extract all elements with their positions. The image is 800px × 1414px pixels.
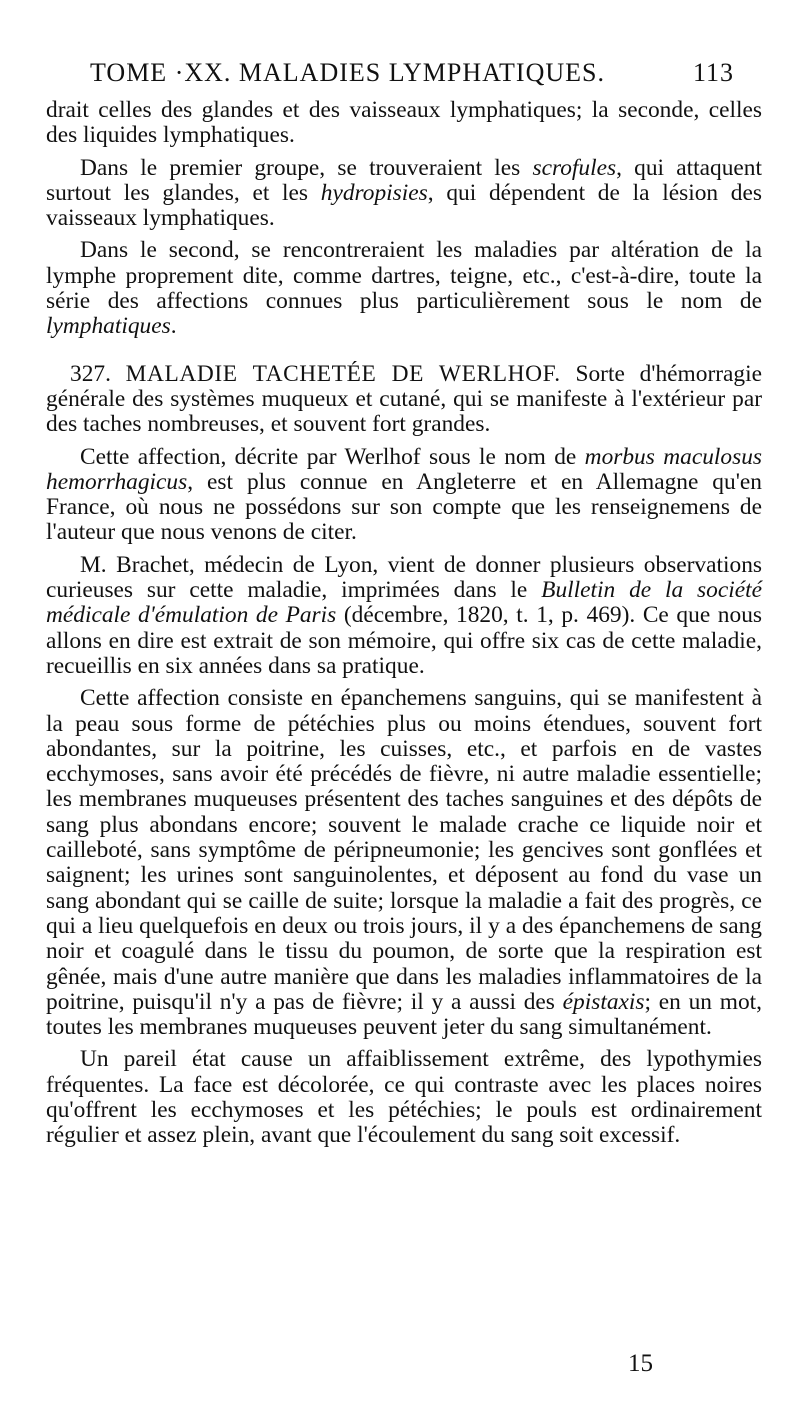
paragraph [46,553,762,679]
paragraph [46,156,762,232]
italic-citation: Bulletin de la société médicale d'émulation de Paris [46,577,762,629]
italic-term: lymphatiques [46,313,171,340]
paragraph: Un pareil état cause un affaiblissement extrême, des lypothymies fréquentes. La face est décolorée, ce qui contraste avec les places noires qu'offrent les ecchymoses et les pétéchies; le pouls est ordinairement régulier et assez plein, avant que l'écoulement du sang soit excessif. [46,1046,762,1149]
text-run: , qui dépendent de la lésion des vaisseaux lymphatiques. [46,179,762,232]
running-title: TOME ·XX. MALADIES LYMPHATIQUES. [90,58,605,87]
italic-term: hydropisies [320,179,428,206]
italic-term: scrofules [532,154,617,181]
section-number: 327. [70,360,111,387]
paragraph [46,445,762,546]
paragraph [46,686,762,1040]
italic-term: morbus maculosus hemorrhagicus [46,443,763,495]
text-run: Cette affection, décrite par Werlhof sous le nom de [80,443,585,470]
paragraph: drait celles des glandes et des vaisseaux lymphatiques; la seconde, celles des liquides lymphatiques. [46,97,762,149]
section-327 [46,362,762,438]
text-run: (décembre, 1820, t. 1, p. 469). Ce que nous allons en dire est extrait de son mémoire, qui offre six cas de cette maladie, recueillis en six années dans sa pratique. [46,602,762,679]
text-run: ; en un mot, toutes les membranes muqueuses peuvent jeter du sang simultanément. [46,988,763,1041]
text-run: . [170,313,177,340]
italic-term: épistaxis [562,988,645,1015]
section-title: MALADIE TACHETÉE DE WERLHOF. [125,360,561,387]
running-header [46,58,762,98]
text-run: Cette affection consiste en épanchemens sanguins, qui se manifestent à la peau sous forme de pétéchies plus ou moins étendues, souvent fort abondantes, sur la poitrine, les cuisses, etc., et parfois en de vastes ecchymoses, sans avoir été précédés de fièvre, ni autre maladie essentielle; les membranes muqueuses présentent des taches sanguines et des dépôts de sang plus abondans encore; souvent le malade crache ce liquide noir et caillebоté, sans symptôme de péripneumonie; les gencives sont gonflées et saignent; les urines sont sanguinolentes, et déposent au fond du vase un sang abondant qui se caille de suite; lorsque la maladie a fait des progrès, ce qui a lieu quelquefois en deux ou trois jours, il y a des épanchemens de sang noir et coagulé dans le tissu du poumon, de sorte que la respiration est gênée, mais d'une autre manière que dans les maladies inflammatoires de la poitrine, puisqu'il n'y a pas de fièvre; il y a aussi des [46,685,762,1015]
text-run: Sorte d'hémorragie générale des systèmes muqueux et cutané, qui se manifeste à l'extérieur par des taches nombreuses, et souvent fort grandes. [46,360,762,438]
text-run: Dans le second, se rencontreraient les maladies par altération de la lymphe proprement dite, comme dartres, teigne, etc., c'est-à-dire, toute la série des affections connues plus particulièrement sous le nom de [46,237,762,315]
text-run: , est plus connue en Angleterre et en Allemagne qu'en France, où nous ne possédons sur son compte que les renseignemens de l'auteur que nous venons de citer. [46,468,762,546]
text-run: Dans le premier groupe, se trouveraient les [80,154,533,181]
signature-mark: 15 [628,1350,653,1377]
text-run: M. Brachet, médecin de Lyon, vient de donner plusieurs observations curieuses sur cette maladie, imprimées dans le [46,551,762,604]
text-run: , qui attaquent surtout les glandes, et les [46,154,762,206]
main-text [46,98,762,1149]
page-number: 113 [692,58,734,87]
paragraph [46,238,762,339]
